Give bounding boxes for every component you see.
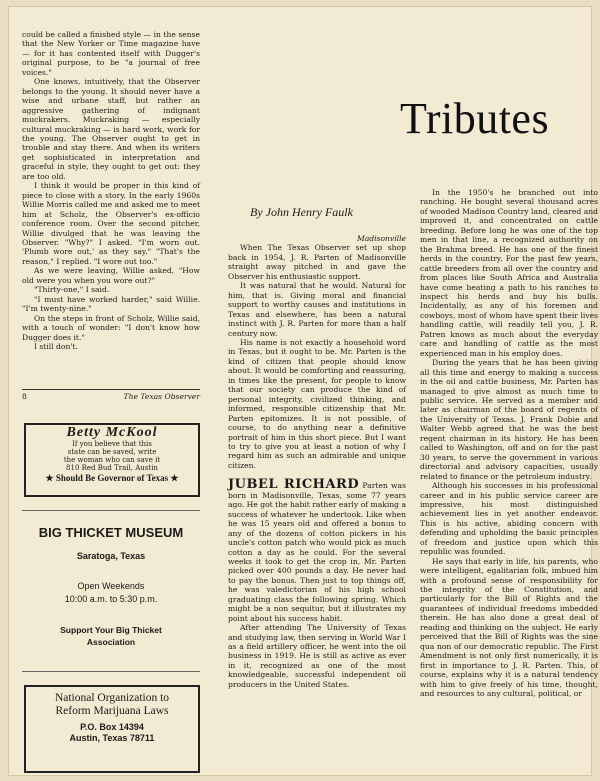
paragraph: He says that early in life, his parents, who were intelligent, egalitarian folk, imbued him with a profound sense of responsibility for the integrity of the Constitution, and particularly for the Bill of Rights and the guarantees of individual freedoms imbedded therein. He has also done a great deal of reading and thinking on the subject. He early perceived that the Bill of Rights was the sine qua non of our democratic republic. The First Amendment is not only first numerically, it is first in importance to J. R. Parten. This, of course, explains why it is a natural tendency with him to give freely of his time, thought, and resources to any cultural, political, or bbox=[420, 556, 598, 699]
left-column bbox=[22, 30, 200, 351]
star-icon: ★ bbox=[170, 473, 179, 483]
paragraph: One knows, intuitively, that the Observer belongs to the young. It should never have a wise and urbane staff, but rather an aggressive gathering of indignant muckrakers. Muckraking — especially cultural muckraking — is hard work, work for the young. The Observer ought to get in trouble and stay there. And when its writers get sophisticated in interpretation and graceful in style, they ought to get out: they are too old. bbox=[22, 77, 200, 181]
ad-line: 810 Red Bud Trail, Austin bbox=[66, 464, 158, 472]
paragraph: When The Texas Observer set up shop back in 1954, J. R. Parten of Madisonville straight away pitched in and gave the Observer his enthusiastic support. bbox=[228, 243, 406, 281]
page-number: 8 bbox=[22, 392, 27, 401]
paragraph: "Thirty-one," I said. bbox=[34, 285, 110, 295]
page-footer bbox=[22, 392, 200, 401]
ad-name: Betty McKool bbox=[66, 425, 158, 440]
ad-line: state can be saved, write bbox=[67, 448, 157, 456]
norml-ad bbox=[24, 685, 200, 773]
byline: By John Henry Faulk bbox=[250, 205, 353, 219]
address-line: P.O. Box 14394 bbox=[80, 722, 144, 732]
address-line: Austin, Texas 78711 bbox=[69, 733, 155, 743]
museum-open: Open Weekends bbox=[77, 581, 145, 591]
drop-cap: JUBEL RICHARD bbox=[228, 477, 360, 493]
paragraph: During the years that he has been giving all this time and energy to making a success in the oil and cattle business, Mr. Parten has managed to give almost as much time to public service. He served as a member and later as chairman of the board of regents of the University of Texas. J. Frank Dobie and Walter Webb agreed that he was the best regent chairman in its history. He has been called to Washington, off and on for the past 30 years, to serve the government in various directorial and advisory capacities, usually related to finance or the petroleum industry. bbox=[420, 358, 598, 481]
support-line: Support Your Big Thicket bbox=[60, 625, 162, 635]
paragraph: As we were leaving, Willie asked, "How old were you when you wore out?" bbox=[22, 266, 200, 285]
ad-slogan bbox=[26, 474, 198, 482]
betty-mckool-ad bbox=[24, 423, 200, 497]
dateline: Madisonville bbox=[356, 234, 406, 243]
paragraph: His name is not exactly a household word in Texas, but it ought to be. Mr. Parten is the kind of citizen that people should know about. It would be comforting and reassuring, in times like the present, for people to know that our society can produce the kind of personal integrity, civilized thinking, and informed, responsible citizenship that Mr. Parten epitomizes. It is not possible, of course, to do anything near a definitive portrait of him in this short piece. But I want to try to give you at least a notion of why I regard him as such an admirable and unique citizen. bbox=[228, 337, 406, 470]
norml-address bbox=[26, 722, 198, 744]
museum-support bbox=[22, 624, 200, 648]
section-heading: Tributes bbox=[400, 94, 550, 143]
museum-title: BIG THICKET MUSEUM bbox=[38, 525, 184, 540]
paragraph-text: Parten was born in Madisonville, Texas, some 77 years ago. He got the habit rather early of making a success of whatever he undertook. Like when he was 15 years old and offered a bonus to any of the dozens of cotton pickers in his uncle's cotton patch who would pick as much cotton a day as he could. For the several weeks it took to get the crop in, Mr. Parten picked over 400 pounds a day. He never had to pay the bonus. Then just to top things off, he was valedictorian of his high school graduating class the following spring. Which might be a non sequitur, but it illustrates my point about his success habit. bbox=[228, 481, 406, 623]
org-line: Reform Marijuana Laws bbox=[55, 705, 169, 717]
footer-rule bbox=[22, 389, 200, 390]
museum-location: Saratoga, Texas bbox=[76, 551, 146, 561]
ad-line: the woman who can save it bbox=[63, 456, 161, 464]
museum-hours: 10:00 a.m. to 5:30 p.m. bbox=[64, 594, 158, 604]
paragraph: On the steps in front of Scholz, Willie said, with a touch of wonder: "I don't know how Dugger does it." bbox=[22, 313, 200, 342]
support-line: Association bbox=[86, 637, 136, 647]
paragraph bbox=[228, 477, 406, 623]
paragraph: "I must have worked harder," said Willie. "I'm twenty-nine." bbox=[22, 294, 200, 314]
paragraph: After attending The University of Texas and studying law, then serving in World War I as a field artillery officer, he went into the oil business in 1919. He is still as active as ever in it, recognized as one of the most knowledgeable, successful independent oil producers in the United States. bbox=[228, 623, 406, 689]
slogan-text: Should Be Governor of Texas bbox=[55, 473, 169, 483]
right-column bbox=[420, 188, 598, 698]
ad-line: If you believe that this bbox=[72, 440, 152, 448]
paragraph: Although his successes in his professional career and in his public service career are impressive, his most distinguished achievement lies in yet another endeavor. This is his active, abiding concern with defending and upholding the basic principles of freedom and justice upon which this republic was founded. bbox=[420, 481, 598, 557]
paragraph: It was natural that he would. Natural for him, that is. Giving moral and financial support to worthy causes and institutions in Texas and elsewhere, has been a natural instinct with J. R. Parten for more than a half century now. bbox=[228, 281, 406, 338]
star-icon: ★ bbox=[45, 473, 54, 483]
middle-column bbox=[228, 234, 406, 689]
paragraph: I think it would be proper in this kind of piece to close with a story. In the early 1960s Willie Morris called me and asked me to meet him at Scholz, the Observer's ex-officio conference room. Over the second pitcher, Willie divulged that he was leaving the Observer. "Why?" I asked. "I'm worn out. 'Plumb wore out,' as they say." "That's the reason," I replied. "I wore out too." bbox=[22, 181, 200, 266]
org-line: National Organization to bbox=[54, 692, 170, 704]
paragraph: could be called a finished style — in the sense that the New Yorker or Time magazine have — for it has contented itself with Dugger's original purpose, to be "a journal of free voices." bbox=[22, 30, 200, 77]
publication-name: The Texas Observer bbox=[123, 392, 200, 401]
norml-org bbox=[26, 692, 198, 718]
paragraph: In the 1950's he branched out into ranching. He bought several thousand acres of wooded Madison Country land, cleared and improved it, and concentrated on cattle breeding. Before long he was one of the top men in that line, a recognized authority on the Brahma breed. He has one of the finest herds in the country. For the past few years, cattle breeders from all over the country and from places like South Africa and Australia have come beating a path to his ranches to inspect his herds and buy his bulls. Incidentally, as any of his foremen and cowboys, most of whom have spent their lives handling cattle, will readily tell you, J. R. Patren knows as much about the everyday care and handling of cattle as the most experienced man in his employ does. bbox=[420, 188, 598, 358]
big-thicket-museum-ad bbox=[22, 510, 200, 672]
paragraph: I still don't. bbox=[34, 341, 78, 351]
